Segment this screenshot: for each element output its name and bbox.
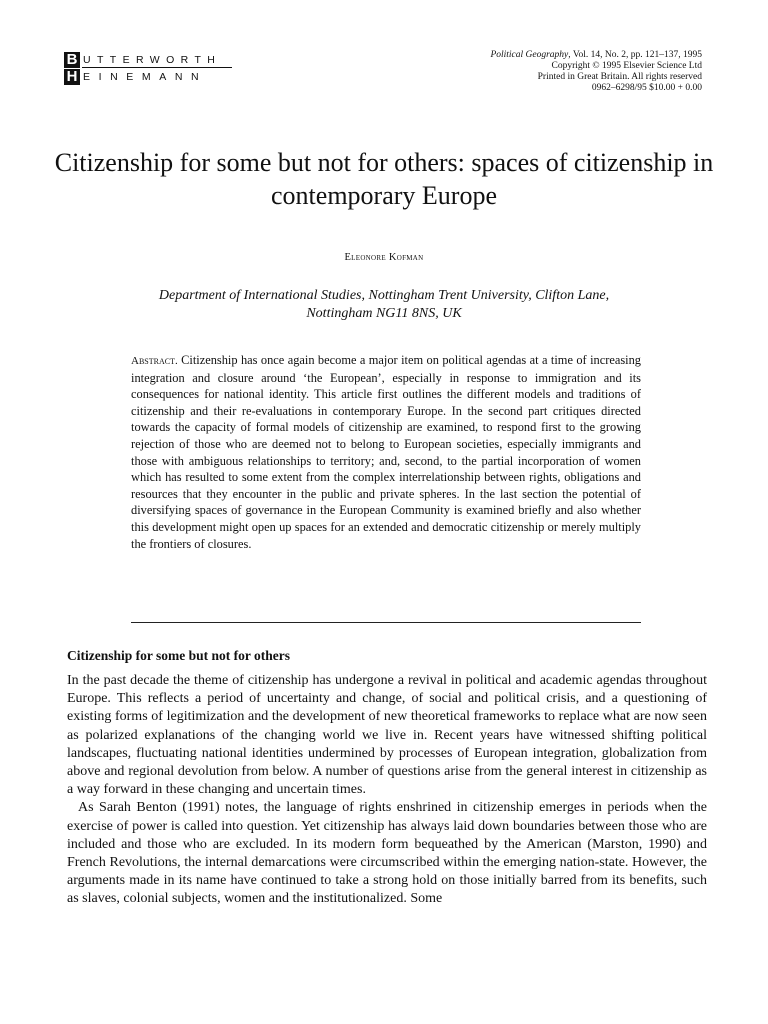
logo-letter-b: B: [64, 52, 80, 68]
abstract-label: Abstract.: [131, 355, 178, 367]
body-text: [67, 672, 707, 909]
logo-letter-h: H: [64, 69, 80, 85]
printed-line: Printed in Great Britain. All rights reserved: [537, 72, 702, 82]
logo-word-butterworth: UTTERWORTH: [83, 54, 222, 66]
abstract-text: Citizenship has once again become a major item on political agendas at a time of increasing integration and closure around ‘the European’, especially in response to immigration and its consequences for national identity. This article first outlines the different models and traditions of citizenship and their re-evaluations in contemporary Europe. In the second part critiques directed towards the capacity of formal models of citizenship are examined, to respond first to the growing rejection of those who are deemed not to belong to European societies, especially immigrants and those with ambiguous relationships to territory; and, second, to the partial incorporation of women which has resulted to some extent from the complex interrelationship between rights, obligations and resources that they encounter in the public and private spheres. In the last section the potential of diversifying spaces of governance in the European Community is examined briefly and also whether this development might open up spaces for an extended and democratic citizenship or merely multiply the frontiers of closures.: [131, 353, 641, 551]
copyright-line: Copyright © 1995 Elsevier Science Ltd: [551, 61, 702, 71]
abstract-divider: [131, 622, 641, 623]
affiliation-line-2: Nottingham NG11 8NS, UK: [306, 306, 462, 321]
journal-citation: , Vol. 14, No. 2, pp. 121–137, 1995: [568, 50, 702, 60]
body-paragraph-2: As Sarah Benton (1991) notes, the language of rights enshrined in citizenship emerges in periods when the exercise of power is called into question. Yet citizenship has always laid down boundaries between those who are included and those who are excluded. In its modern form bequeathed by the American (Marston, 1990) and French Revolutions, the internal demarcations were circumscribed within the emerging nation-state. However, the arguments made in its name have continued to take a strong hold on those initially barred from its benefits, such as slaves, colonial subjects, women and the institutionalized. Some: [67, 800, 707, 907]
body-paragraph-1: In the past decade the theme of citizenship has undergone a revival in political and academic agendas throughout Europe. This reflects a period of uncertainty and change, of social and political crisis, and a questioning of existing forms of legitimization and the development of new theoretical frameworks to replace what are now seen as polarized explanations of the changing world we live in. Recent years have witnessed shifting political landscapes, fluctuating national identities undermined by processes of European integration, globalization from above and regional devolution from below. A number of questions arise from the general interest in citizenship as a way forward in these changing and uncertain times.: [67, 673, 707, 798]
journal-name: Political Geography: [490, 50, 569, 60]
journal-citation-line: [372, 50, 702, 61]
journal-info: [372, 50, 702, 94]
logo-word-heinemann: EINEMANN: [83, 71, 208, 83]
publisher-logo: [64, 52, 234, 86]
section-heading: Citizenship for some but not for others: [67, 648, 290, 663]
logo-divider: [82, 67, 232, 68]
affiliation-line-1: Department of International Studies, Nottingham Trent University, Clifton Lane,: [158, 288, 610, 303]
abstract: [131, 352, 641, 552]
article-title: Citizenship for some but not for others: spaces of citizenship in contemporary Europe: [54, 148, 714, 210]
author-affiliation: [70, 287, 698, 323]
logo-row-heinemann: [64, 69, 207, 85]
article-author: Eleonore Kofman: [344, 252, 424, 263]
issn-line: 0962–6298/95 $10.00 + 0.00: [591, 83, 702, 93]
logo-row-butterworth: [64, 52, 221, 68]
